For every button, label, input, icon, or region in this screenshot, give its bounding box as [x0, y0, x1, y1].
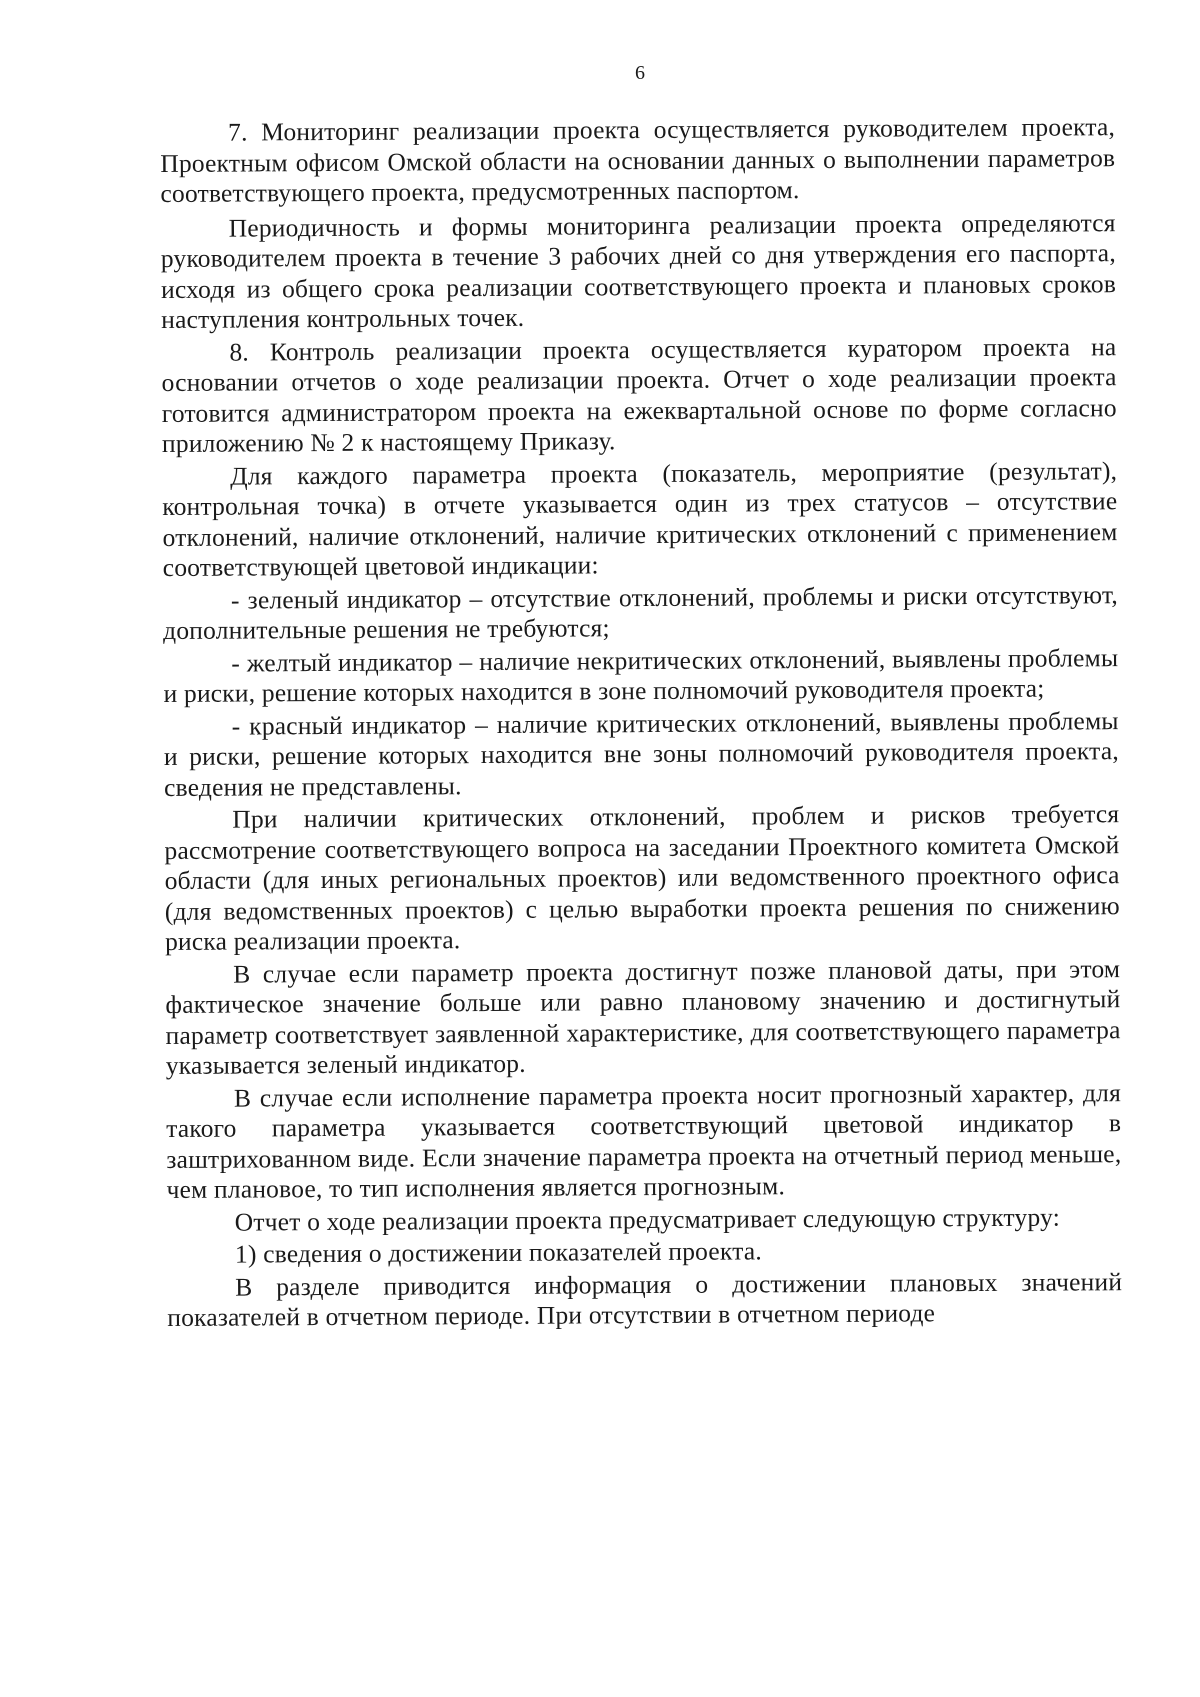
paragraph-critical-deviations: При наличии критических отклонений, проблем и рисков требуется рассмотрение соответствующего вопроса на заседании Проектного комитета Омской области (для иных региональных проектов) или ведомственного проектного офиса (для ведомственных проектов) с целью выработки проекта решения по снижению риска реализации проекта.: [164, 799, 1120, 956]
list-item-yellow-indicator: - желтый индикатор – наличие некритических отклонений, выявлены проблемы и риски, решение которых находится в зоне полномочий руководителя проекта;: [163, 642, 1119, 708]
paragraph-periodicity: Периодичность и формы мониторинга реализации проекта определяются руководителем проекта в течение 3 рабочих дней со дня утверждения его паспорта, исходя из общего срока реализации соответствующего проекта и плановых сроков наступления контрольных точек.: [160, 207, 1117, 334]
paragraph-section-info: В разделе приводится информация о достижении плановых значений показателей в отчетном периоде. При отсутствии в отчетном периоде: [167, 1266, 1123, 1332]
paragraph-report-structure: Отчет о ходе реализации проекта предусматривает следующую структуру:: [234, 1202, 1061, 1237]
paragraph-control: 8. Контроль реализации проекта осуществляется куратором проекта на основании отчетов о ходе реализации проекта. Отчет о ходе реализации проекта готовится администратором проекта на ежеквартальной основе по форме согласно приложению № 2 к настоящему Приказу.: [161, 331, 1117, 458]
paragraph-forecast: В случае если исполнение параметра проекта носит прогнозный характер, для такого параметра указывается соответствующий цветовой индикатор в заштрихованном виде. Если значение параметра проекта на отчетный период меньше, чем плановое, то тип исполнения является прогнозным.: [166, 1077, 1122, 1204]
paragraph-monitoring: 7. Мониторинг реализации проекта осуществляется руководителем проекта, Проектным офисом Омской области на основании данных о выполнении параметров соответствующего проекта, предусмотренных паспортом.: [160, 112, 1116, 208]
paragraph-statuses: Для каждого параметра проекта (показатель, мероприятие (результат), контрольная точка) в отчете указывается один из трех статусов – отсутствие отклонений, наличие отклонений, наличие критических отклонений с применением соответствующей цветовой индикации:: [162, 455, 1118, 582]
page-number: 6: [635, 62, 645, 84]
paragraph-late-achievement: В случае если параметр проекта достигнут позже плановой даты, при этом фактическое значение больше или равно плановому значению и достигнутый параметр соответствует заявленной характеристике, для соответствующего параметра указывается зеленый индикатор.: [165, 953, 1121, 1080]
document-body: [160, 112, 1122, 1335]
list-item-indicators-info: 1) сведения о достижении показателей проекта.: [234, 1236, 762, 1269]
list-item-green-indicator: - зеленый индикатор – отсутствие отклонений, проблемы и риски отсутствуют, дополнительные решения не требуются;: [163, 579, 1119, 645]
list-item-red-indicator: - красный индикатор – наличие критических отклонений, выявлены проблемы и риски, решение которых находится вне зоны полномочий руководителя проекта, сведения не представлены.: [163, 705, 1119, 802]
